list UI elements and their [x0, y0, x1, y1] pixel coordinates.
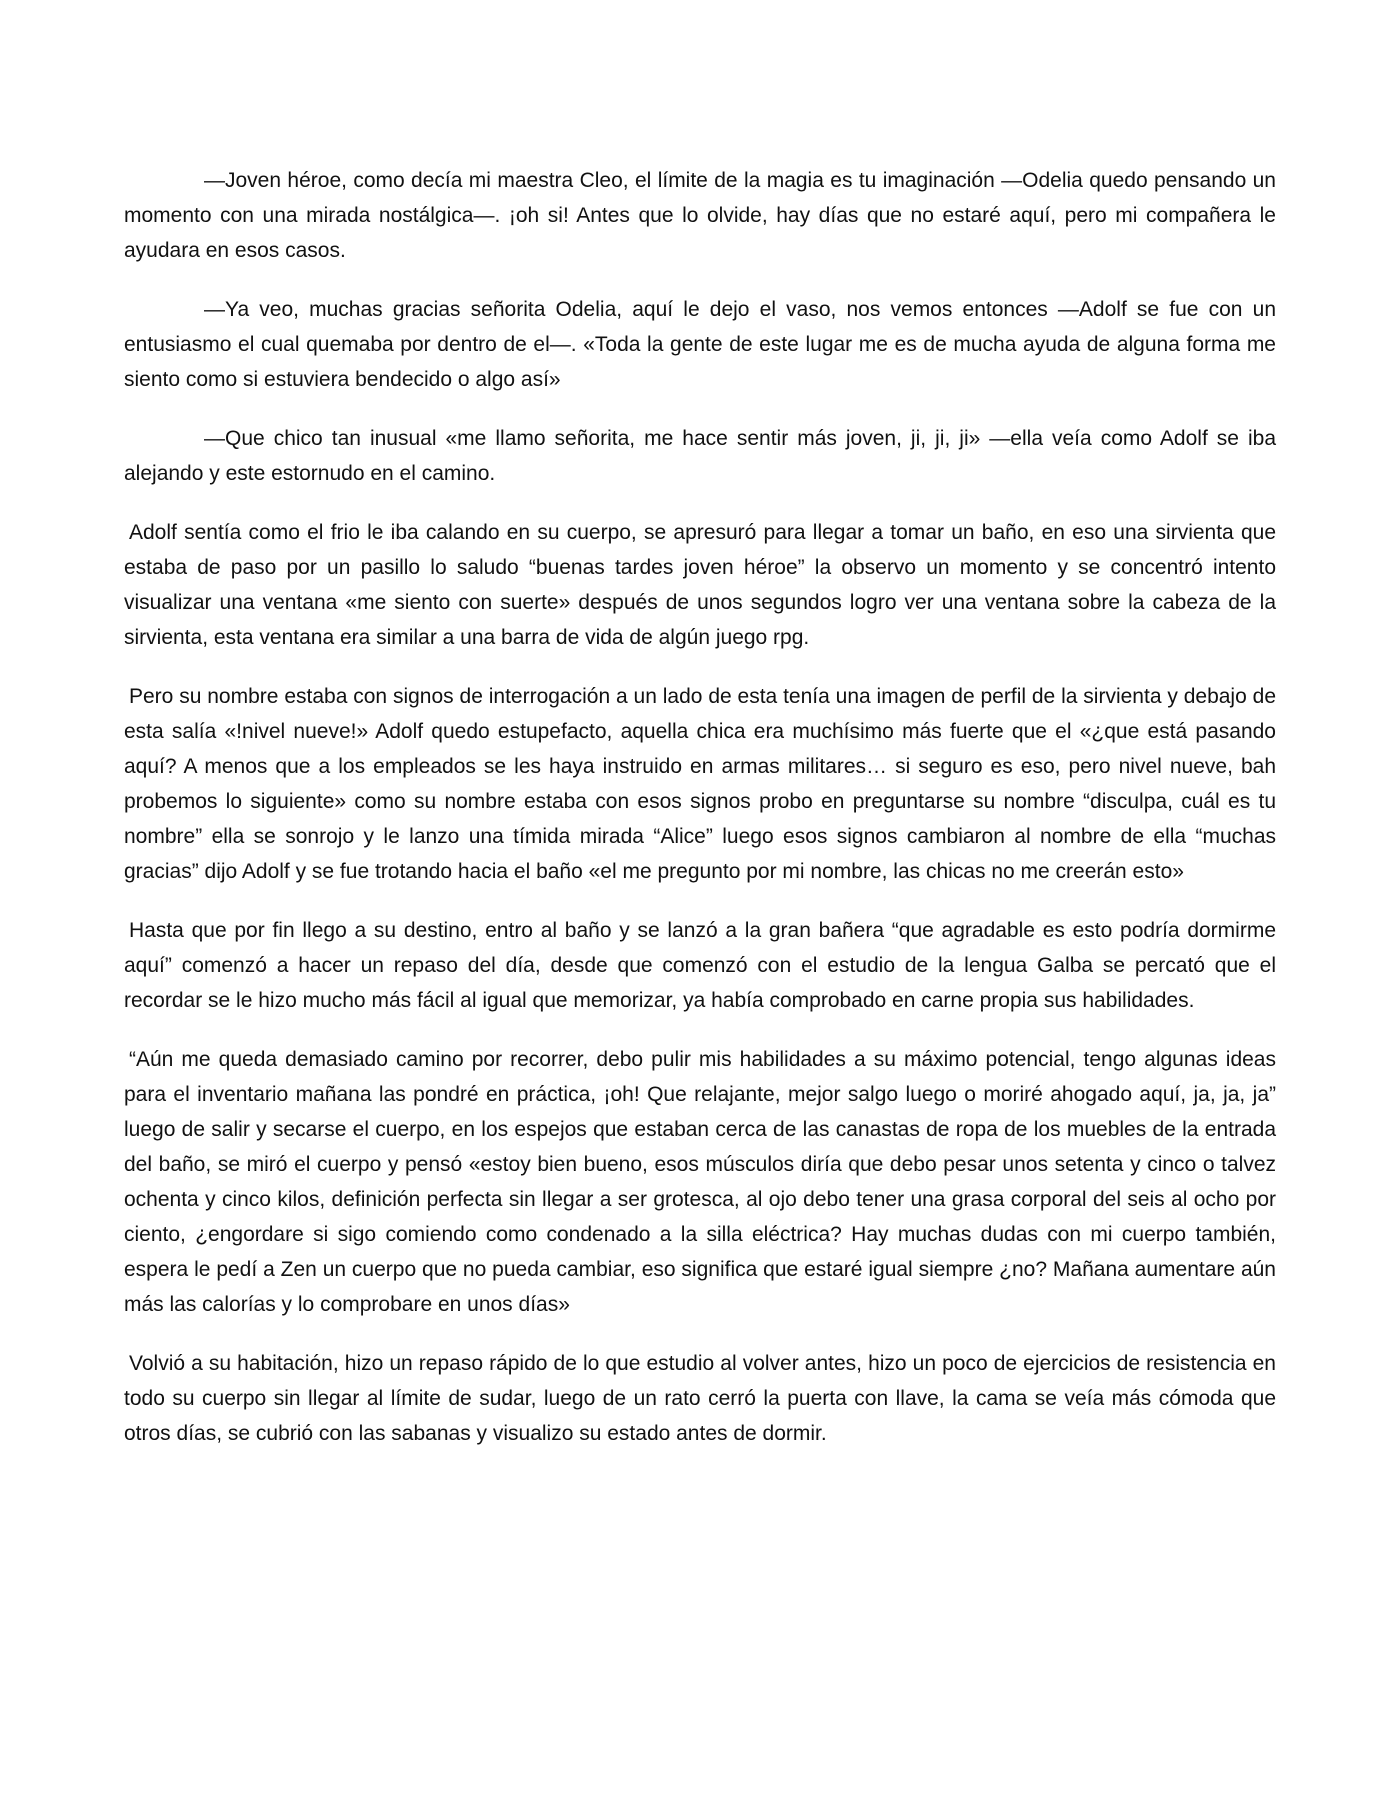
paragraph-6: Hasta que por fin llego a su destino, entro al baño y se lanzó a la gran bañera “que agradable es esto podría dormirme aquí” comenzó a hacer un repaso del día, desde que comenzó con el estudio de la lengua Galba se percató que el recordar se le hizo mucho más fácil al igual que memorizar, ya había comprobado en carne propia sus habilidades.: [124, 919, 1276, 1012]
paragraph-4: Adolf sentía como el frio le iba calando en su cuerpo, se apresuró para llegar a tomar un baño, en eso una sirvienta que estaba de paso por un pasillo lo saludo “buenas tardes joven héroe” la observo un momento y se concentró intento visualizar una ventana «me siento con suerte» después de unos segundos logro ver una ventana sobre la cabeza de la sirvienta, esta ventana era similar a una barra de vida de algún juego rpg.: [124, 521, 1276, 649]
paragraph-8: Volvió a su habitación, hizo un repaso rápido de lo que estudio al volver antes, hizo un poco de ejercicios de resistencia en todo su cuerpo sin llegar al límite de sudar, luego de un rato cerró la puerta con llave, la cama se veía más cómoda que otros días, se cubrió con las sabanas y visualizo su estado antes de dormir.: [124, 1352, 1276, 1445]
paragraph-5: Pero su nombre estaba con signos de interrogación a un lado de esta tenía una imagen de perfil de la sirvienta y debajo de esta salía «!nivel nueve!» Adolf quedo estupefacto, aquella chica era muchísimo más fuerte que el «¿que está pasando aquí? A menos que a los empleados se les haya instruido en armas militares… si seguro es eso, pero nivel nueve, bah probemos lo siguiente» como su nombre estaba con esos signos probo en preguntarse su nombre “disculpa, cuál es tu nombre” ella se sonrojo y le lanzo una tímida mirada “Alice” luego esos signos cambiaron al nombre de ella “muchas gracias” dijo Adolf y se fue trotando hacia el baño «el me pregunto por mi nombre, las chicas no me creerán esto»: [124, 685, 1276, 883]
paragraph-7: “Aún me queda demasiado camino por recorrer, debo pulir mis habilidades a su máximo potencial, tengo algunas ideas para el inventario mañana las pondré en práctica, ¡oh! Que relajante, mejor salgo luego o moriré ahogado aquí, ja, ja, ja” luego de salir y secarse el cuerpo, en los espejos que estaban cerca de las canastas de ropa de los muebles de la entrada del baño, se miró el cuerpo y pensó «estoy bien bueno, esos músculos diría que debo pesar unos setenta y cinco o talvez ochenta y cinco kilos, definición perfecta sin llegar a ser grotesca, al ojo debo tener una grasa corporal del seis al ocho por ciento, ¿engordare si sigo comiendo como condenado a la silla eléctrica? Hay muchas dudas con mi cuerpo también, espera le pedí a Zen un cuerpo que no pueda cambiar, eso significa que estaré igual siempre ¿no? Mañana aumentare aún más las calorías y lo comprobare en unos días»: [124, 1048, 1276, 1316]
document-body: [124, 163, 1276, 1475]
paragraph-1: —Joven héroe, como decía mi maestra Cleo, el límite de la magia es tu imaginación —Odelia quedo pensando un momento con una mirada nostálgica—. ¡oh si! Antes que lo olvide, hay días que no estaré aquí, pero mi compañera le ayudara en esos casos.: [124, 169, 1276, 262]
paragraph-3: —Que chico tan inusual «me llamo señorita, me hace sentir más joven, ji, ji, ji» —ella veía como Adolf se iba alejando y este estornudo en el camino.: [124, 427, 1276, 485]
paragraph-2: —Ya veo, muchas gracias señorita Odelia, aquí le dejo el vaso, nos vemos entonces —Adolf se fue con un entusiasmo el cual quemaba por dentro de el—. «Toda la gente de este lugar me es de mucha ayuda de alguna forma me siento como si estuviera bendecido o algo así»: [124, 298, 1276, 391]
